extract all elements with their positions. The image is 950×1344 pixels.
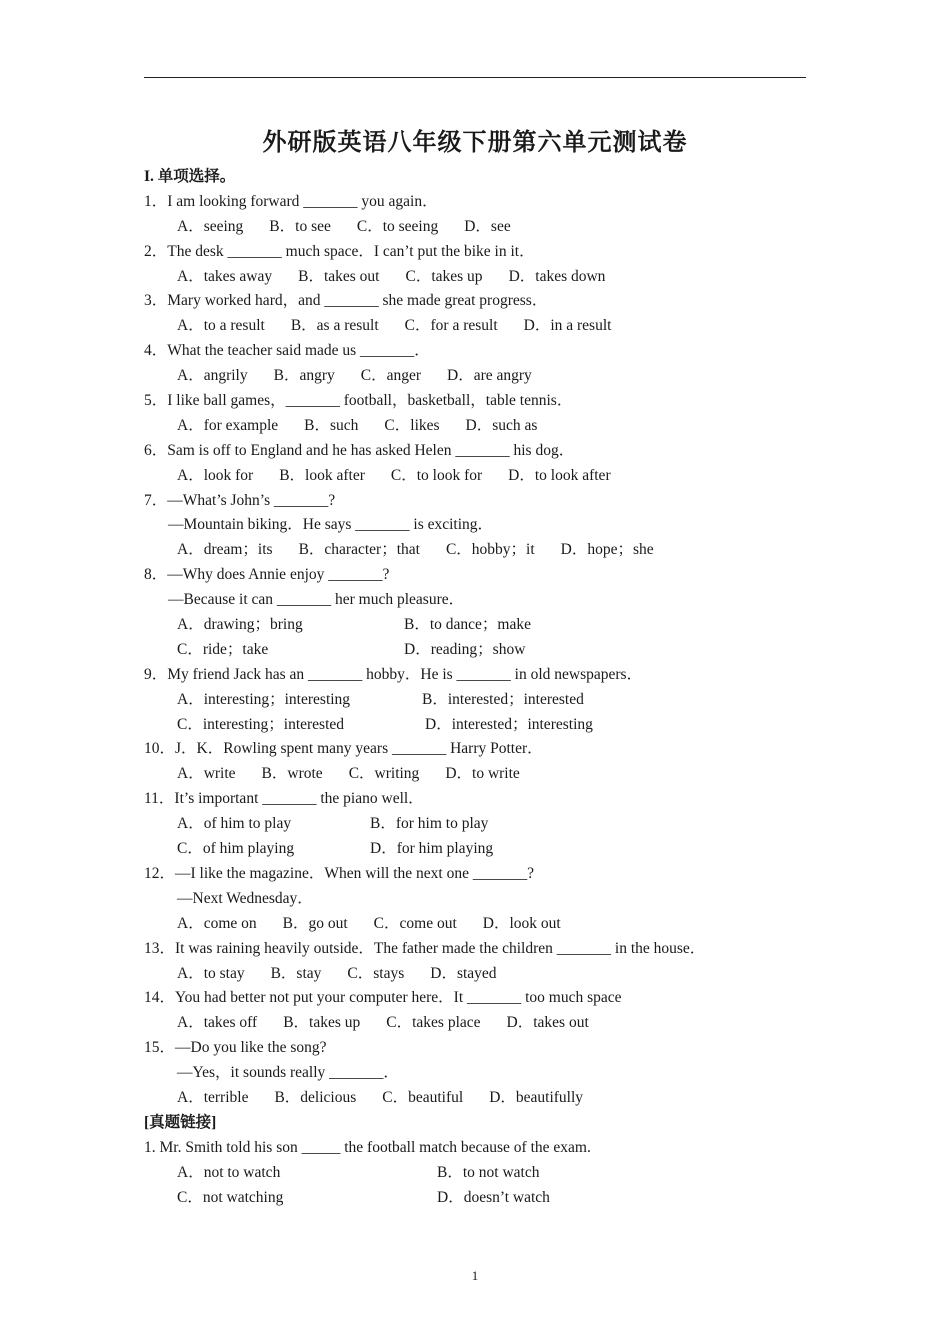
option: D．see — [464, 217, 511, 235]
question-6: 6．Sam is off to England and he has asked Helen _______ his dog． — [144, 441, 575, 459]
option: C．anger — [360, 367, 422, 385]
option: B．for him to play — [370, 815, 489, 833]
option: A．for example — [177, 416, 279, 434]
option: D．are angry — [447, 367, 532, 385]
options-9-row-2 — [144, 713, 806, 738]
option: D．stayed — [430, 964, 497, 982]
question-2: 2．The desk _______ much space．I can’t put the bike in it． — [144, 242, 535, 260]
option: C．interesting；interested — [177, 715, 345, 733]
document-body — [144, 165, 806, 1210]
options-8-row-2 — [144, 638, 806, 663]
option: C．of him playing — [177, 840, 295, 858]
option: A．not to watch — [177, 1163, 281, 1181]
option: B．stay — [270, 964, 322, 982]
option: A．drawing；bring — [177, 616, 303, 634]
options-10 — [144, 762, 806, 787]
option: D．beautifully — [489, 1088, 584, 1106]
question-12: 12．—I like the magazine．When will the next one _______? — [144, 864, 534, 882]
option: A．look for — [177, 466, 254, 484]
options-15 — [144, 1086, 806, 1111]
question-13: 13．It was raining heavily outside．The father made the children _______ in the house． — [144, 939, 706, 957]
option: A．interesting；interesting — [177, 690, 351, 708]
option: D．reading；show — [404, 640, 526, 658]
option: A．dream；its — [177, 541, 273, 559]
options-11-row-2 — [144, 837, 806, 862]
option: C．for a result — [404, 317, 498, 335]
option: A．seeing — [177, 217, 244, 235]
option: B．such — [304, 416, 359, 434]
option: B．interested；interested — [422, 690, 584, 708]
option: B．delicious — [274, 1088, 357, 1106]
question-14: 14．You had better not put your computer here．It _______ too much space — [144, 989, 622, 1007]
option: B．as a result — [290, 317, 379, 335]
link-heading: [真题链接] — [144, 1113, 217, 1131]
option: B．to dance；make — [404, 616, 531, 634]
question-1: 1．I am looking forward _______ you again． — [144, 192, 438, 210]
options-4 — [144, 364, 806, 389]
option: B．character；that — [298, 541, 420, 559]
options-3 — [144, 314, 806, 339]
option: C．takes place — [386, 1014, 481, 1032]
option: C．beautiful — [382, 1088, 464, 1106]
question-10: 10．J．K．Rowling spent many years _______ Harry Potter． — [144, 740, 543, 758]
question-11: 11．It’s important _______ the piano well． — [144, 790, 424, 808]
options-2 — [144, 265, 806, 290]
option: D．doesn’t watch — [437, 1188, 550, 1206]
question-9: 9．My friend Jack has an _______ hobby．He is _______ in old newspapers． — [144, 665, 643, 683]
option: B．look after — [279, 466, 365, 484]
header-rule — [144, 77, 806, 78]
option: A．takes away — [177, 267, 273, 285]
option: B．to not watch — [437, 1163, 540, 1181]
options-14 — [144, 1011, 806, 1036]
option: B．wrote — [261, 765, 323, 783]
option: D．to write — [445, 765, 520, 783]
page-number: 1 — [471, 1268, 479, 1283]
link-question-1: 1. Mr. Smith told his son _____ the football match because of the exam. — [144, 1138, 591, 1156]
option: A．of him to play — [177, 815, 292, 833]
options-5 — [144, 414, 806, 439]
option: C．stays — [347, 964, 405, 982]
options-1 — [144, 215, 806, 240]
option: D．such as — [465, 416, 538, 434]
option: B．takes out — [298, 267, 380, 285]
option: C．likes — [384, 416, 440, 434]
option: D．hope；she — [560, 541, 654, 559]
options-7 — [144, 538, 806, 563]
section-heading: I. 单项选择。 — [144, 168, 236, 185]
option: B．angry — [273, 367, 335, 385]
options-11-row-1 — [144, 812, 806, 837]
link-options-row-2 — [144, 1186, 806, 1211]
option: C．to seeing — [356, 217, 439, 235]
options-6 — [144, 464, 806, 489]
option: B．go out — [282, 914, 348, 932]
option: D．in a result — [523, 317, 612, 335]
option: A．terrible — [177, 1088, 249, 1106]
question-8-reply: —Because it can _______ her much pleasure． — [168, 591, 465, 609]
question-8: 8．—Why does Annie enjoy _______? — [144, 566, 390, 584]
option: C．come out — [373, 914, 457, 932]
option: C．to look for — [390, 466, 483, 484]
option: C．hobby；it — [445, 541, 535, 559]
option: D．takes out — [506, 1014, 589, 1032]
options-8-row-1 — [144, 613, 806, 638]
question-15-reply: —Yes，it sounds really _______． — [177, 1064, 399, 1082]
question-7: 7．—What’s John’s _______? — [144, 491, 336, 509]
option: D．to look after — [508, 466, 611, 484]
option: C．ride；take — [177, 640, 269, 658]
option: A．come on — [177, 914, 257, 932]
option: A．write — [177, 765, 236, 783]
page-title: 外研版英语八年级下册第六单元测试卷 — [262, 127, 688, 156]
option: C．writing — [348, 765, 420, 783]
option: A．angrily — [177, 367, 248, 385]
options-13 — [144, 962, 806, 987]
link-options-row-1 — [144, 1161, 806, 1186]
question-5: 5．I like ball games，_______ football，basketball，table tennis． — [144, 392, 573, 410]
option: B．takes up — [283, 1014, 361, 1032]
question-7-reply: —Mountain biking．He says _______ is exciting． — [168, 516, 494, 534]
option: D．interested；interesting — [425, 715, 593, 733]
question-15: 15．—Do you like the song? — [144, 1039, 327, 1057]
question-3: 3．Mary worked hard，and _______ she made great progress． — [144, 292, 548, 310]
option: C．not watching — [177, 1188, 284, 1206]
option: D．for him playing — [370, 840, 494, 858]
option: A．takes off — [177, 1014, 258, 1032]
option: A．to stay — [177, 964, 245, 982]
option: D．takes down — [508, 267, 606, 285]
option: D．look out — [482, 914, 561, 932]
options-12 — [144, 912, 806, 937]
option: B．to see — [269, 217, 331, 235]
options-9-row-1 — [144, 688, 806, 713]
option: C．takes up — [405, 267, 483, 285]
question-4: 4．What the teacher said made us _______． — [144, 342, 430, 360]
question-12-reply: —Next Wednesday． — [177, 889, 313, 907]
option: A．to a result — [177, 317, 265, 335]
